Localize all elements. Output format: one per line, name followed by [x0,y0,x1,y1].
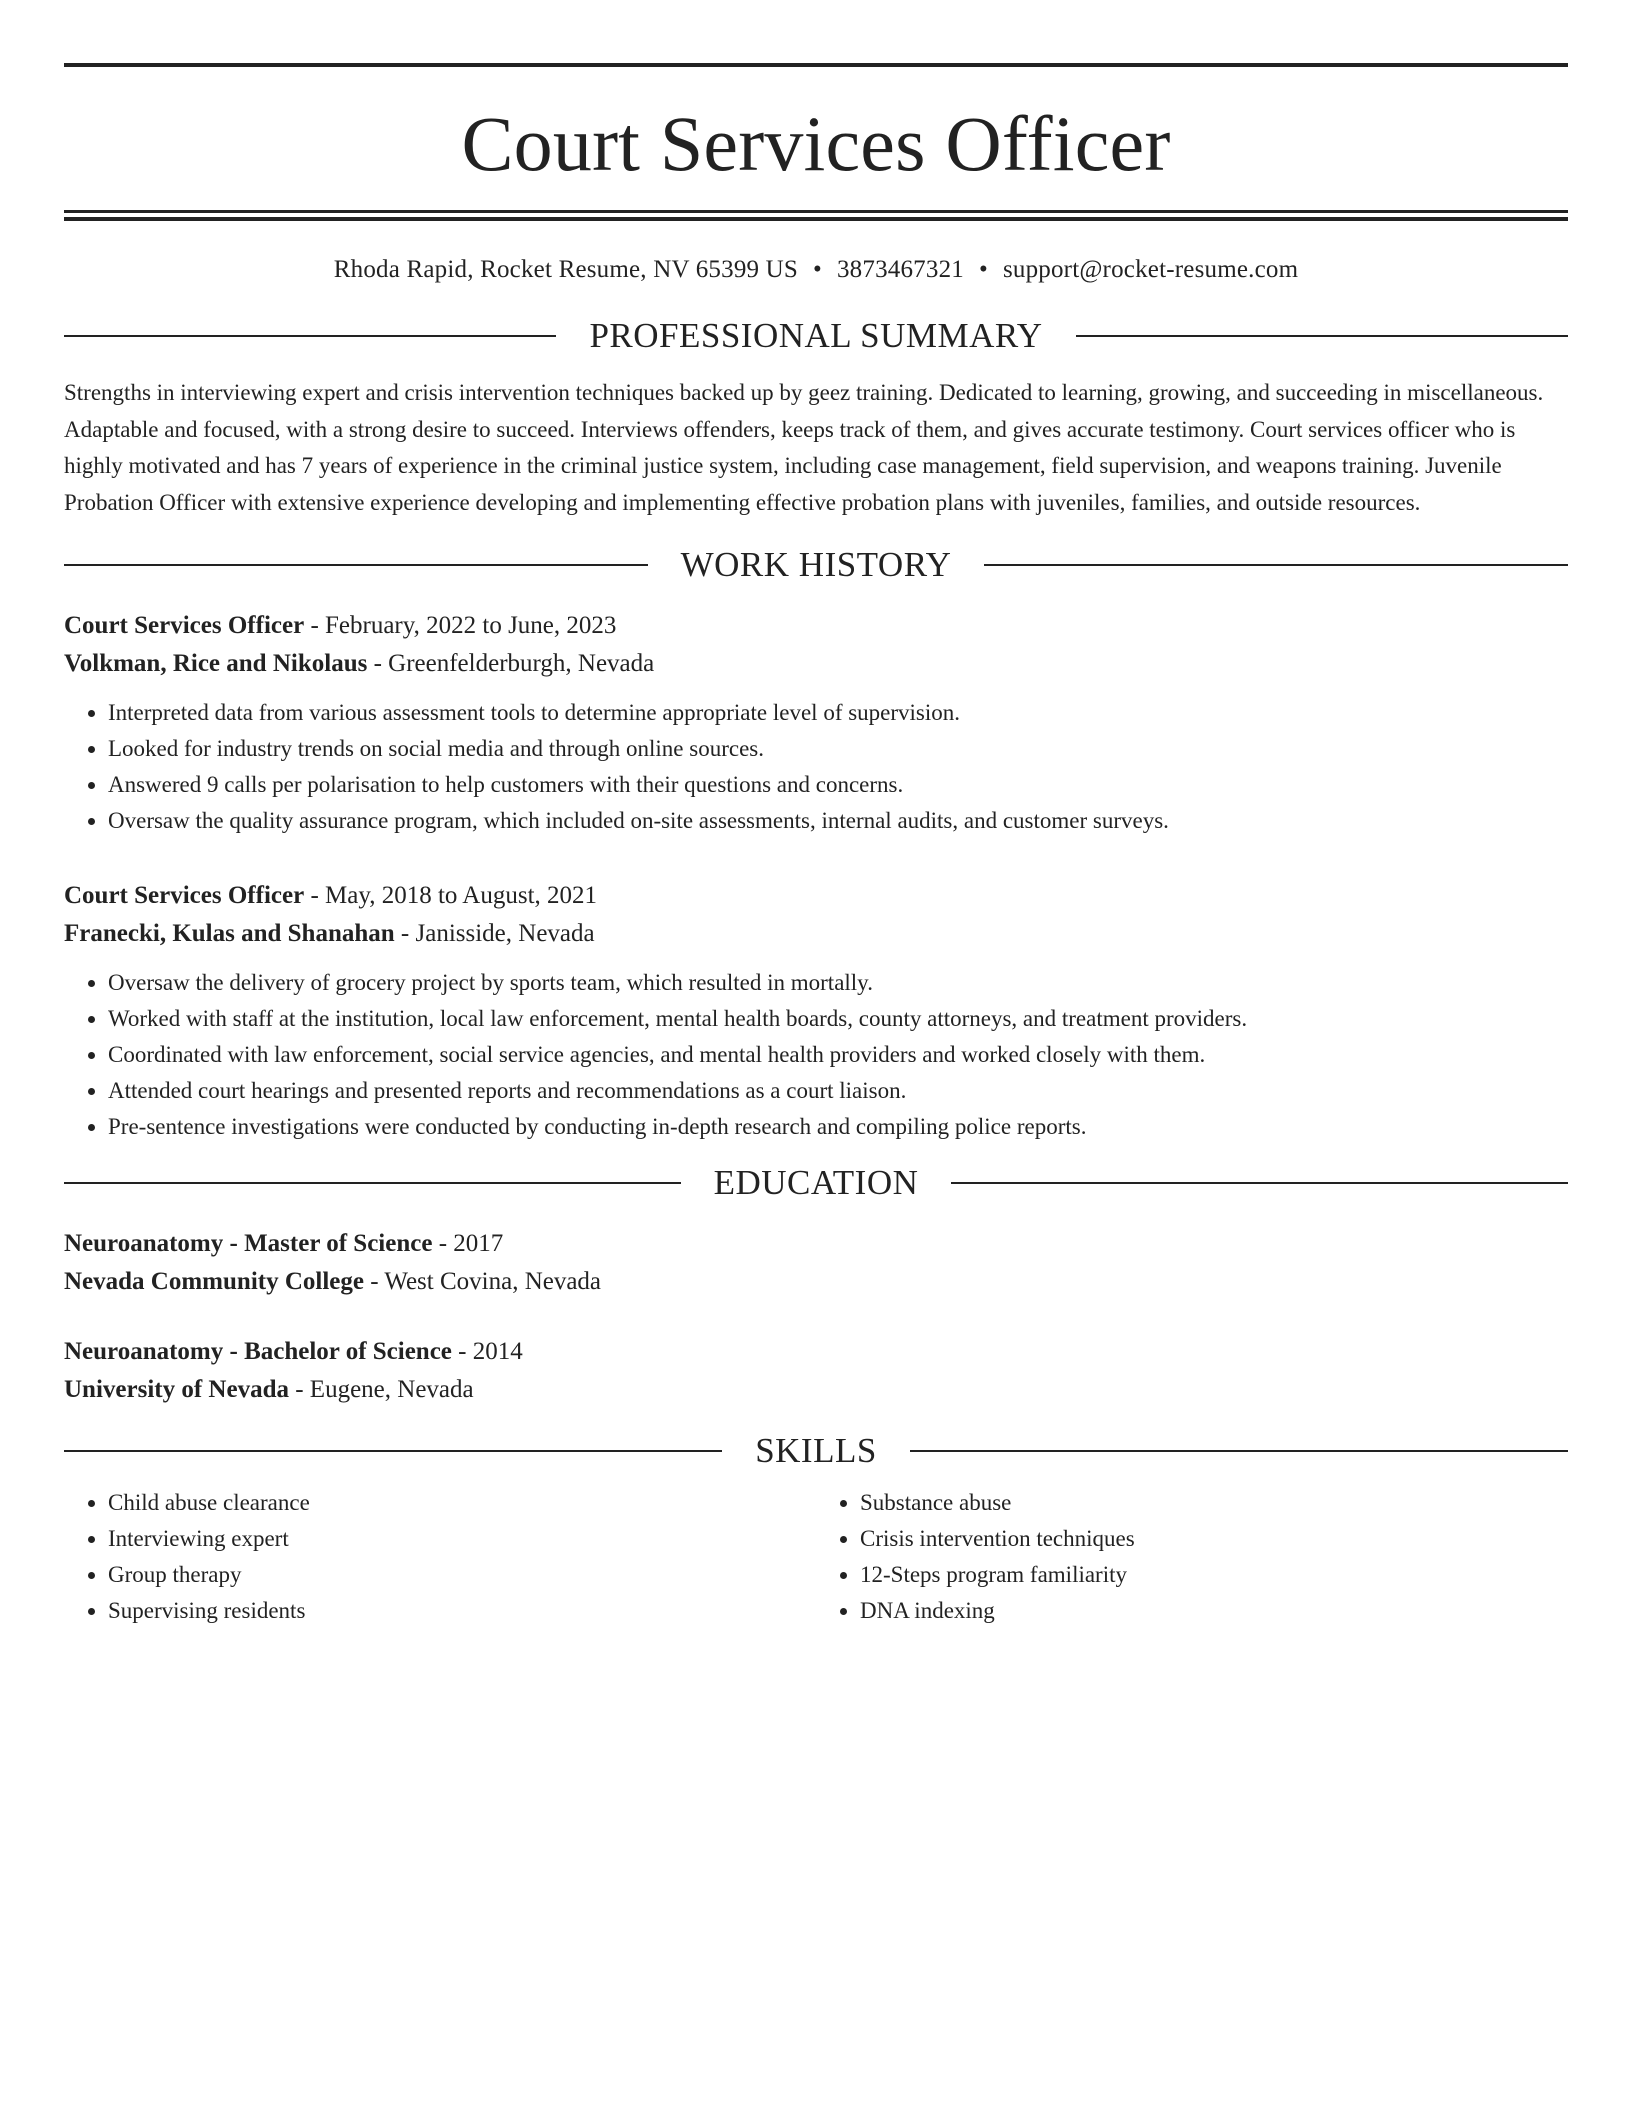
job-bullet: • Attended court hearings and presented reports and recommendations as a court liaison. [108,1073,1568,1109]
job-bullet: • Coordinated with law enforcement, social service agencies, and mental health providers and worked closely with them. [108,1037,1568,1073]
skill-item: • 12-Steps program familiarity [860,1557,1568,1593]
skills-columns [64,1485,1568,1629]
section-title: SKILLS [755,1431,877,1470]
skill-item: • Interviewing expert [108,1521,816,1557]
job-bullet: • Pre-sentence investigations were conducted by conducting in-depth research and compiling police reports. [108,1109,1568,1145]
skill-item: • Group therapy [108,1557,816,1593]
job-bullet: • Interpreted data from various assessment tools to determine appropriate level of supervision. [108,695,1568,731]
section-rule-left [64,564,648,566]
job-bullet: • Answered 9 calls per polarisation to help customers with their questions and concerns. [108,767,1568,803]
top-rule [64,63,1568,67]
section-rule-right [910,1450,1568,1452]
job-entry [64,877,1568,1145]
section-rule-left [64,1450,722,1452]
skill-item: • Supervising residents [108,1593,816,1629]
job-company-line [64,915,1568,953]
job-title: Court Services Officer [64,612,305,639]
contact-separator: • [978,256,988,283]
skills-list-left [64,1485,816,1629]
education-degree: Neuroanatomy - Master of Science [64,1230,433,1257]
education-degree: Neuroanatomy - Bachelor of Science [64,1338,452,1365]
job-company: Volkman, Rice and Nikolaus [64,650,368,677]
section-title: WORK HISTORY [680,545,952,584]
section-header-summary [64,316,1568,356]
skill-item: • Substance abuse [860,1485,1568,1521]
section-header-work [64,545,1568,585]
job-location: - Greenfelderburgh, Nevada [367,650,655,677]
skill-item: • Child abuse clearance [108,1485,816,1521]
title-double-rule [64,210,1568,221]
education-school-line [64,1263,1568,1301]
education-entry [64,1333,1568,1409]
job-bullet: • Oversaw the quality assurance program, which included on-site assessments, internal audits, and customer surveys. [108,803,1568,839]
section-title: PROFESSIONAL SUMMARY [589,316,1043,355]
section-title: EDUCATION [713,1163,919,1202]
job-bullets [64,965,1568,1145]
job-dates: - May, 2018 to August, 2021 [304,882,598,909]
education-year: - 2017 [432,1230,504,1257]
section-header-skills [64,1431,1568,1471]
section-rule-right [1076,335,1568,337]
job-location: - Janisside, Nevada [394,920,595,947]
resume-title: Court Services Officer [461,100,1171,187]
education-year: - 2014 [451,1338,523,1365]
job-bullet: • Worked with staff at the institution, local law enforcement, mental health boards, county attorneys, and treatment providers. [108,1001,1568,1037]
job-title: Court Services Officer [64,882,305,909]
contact-phone: 3873467321 [836,256,964,283]
summary-paragraph: Strengths in interviewing expert and crisis intervention techniques backed up by geez training. Dedicated to learning, growing, and succeeding in miscellaneous. Adaptable and focused, with a strong desire to succeed. Interviews offenders, keeps track of them, and gives accurate testimony. Court services officer who is highly motivated and has 7 years of experience in the criminal justice system, including case management, field supervision, and weapons training. Juvenile Probation Officer with extensive experience developing and implementing effective probation plans with juveniles, families, and outside resources. [64,380,1544,515]
job-entry [64,607,1568,839]
job-dates: - February, 2022 to June, 2023 [304,612,617,639]
contact-separator: • [813,256,822,283]
job-title-line [64,607,1568,645]
education-school-line [64,1371,1568,1409]
education-school: Nevada Community College [64,1268,364,1295]
contact-email: support@rocket-resume.com [1002,256,1299,283]
education-entry [64,1225,1568,1301]
skill-item: • Crisis intervention techniques [860,1521,1568,1557]
job-company-line [64,645,1568,683]
contact-line [64,255,1568,285]
skill-item: • DNA indexing [860,1593,1568,1629]
job-title-line [64,877,1568,915]
work-list [64,607,1568,1145]
job-bullet: • Looked for industry trends on social media and through online sources. [108,731,1568,767]
education-location: - Eugene, Nevada [288,1376,474,1403]
section-rule-left [64,335,556,337]
section-rule-right [951,1182,1568,1184]
section-rule-right [984,564,1568,566]
education-degree-line [64,1225,1568,1263]
education-degree-line [64,1333,1568,1371]
education-list [64,1225,1568,1409]
education-location: - West Covina, Nevada [363,1268,602,1295]
job-bullets [64,695,1568,839]
section-rule-left [64,1182,681,1184]
skills-list-right [816,1485,1568,1629]
section-header-education [64,1163,1568,1203]
contact-address: Rhoda Rapid, Rocket Resume, NV 65399 US [333,256,799,283]
education-school: University of Nevada [64,1376,289,1403]
job-company: Franecki, Kulas and Shanahan [64,920,395,947]
job-bullet: • Oversaw the delivery of grocery project by sports team, which resulted in mortally. [108,965,1568,1001]
